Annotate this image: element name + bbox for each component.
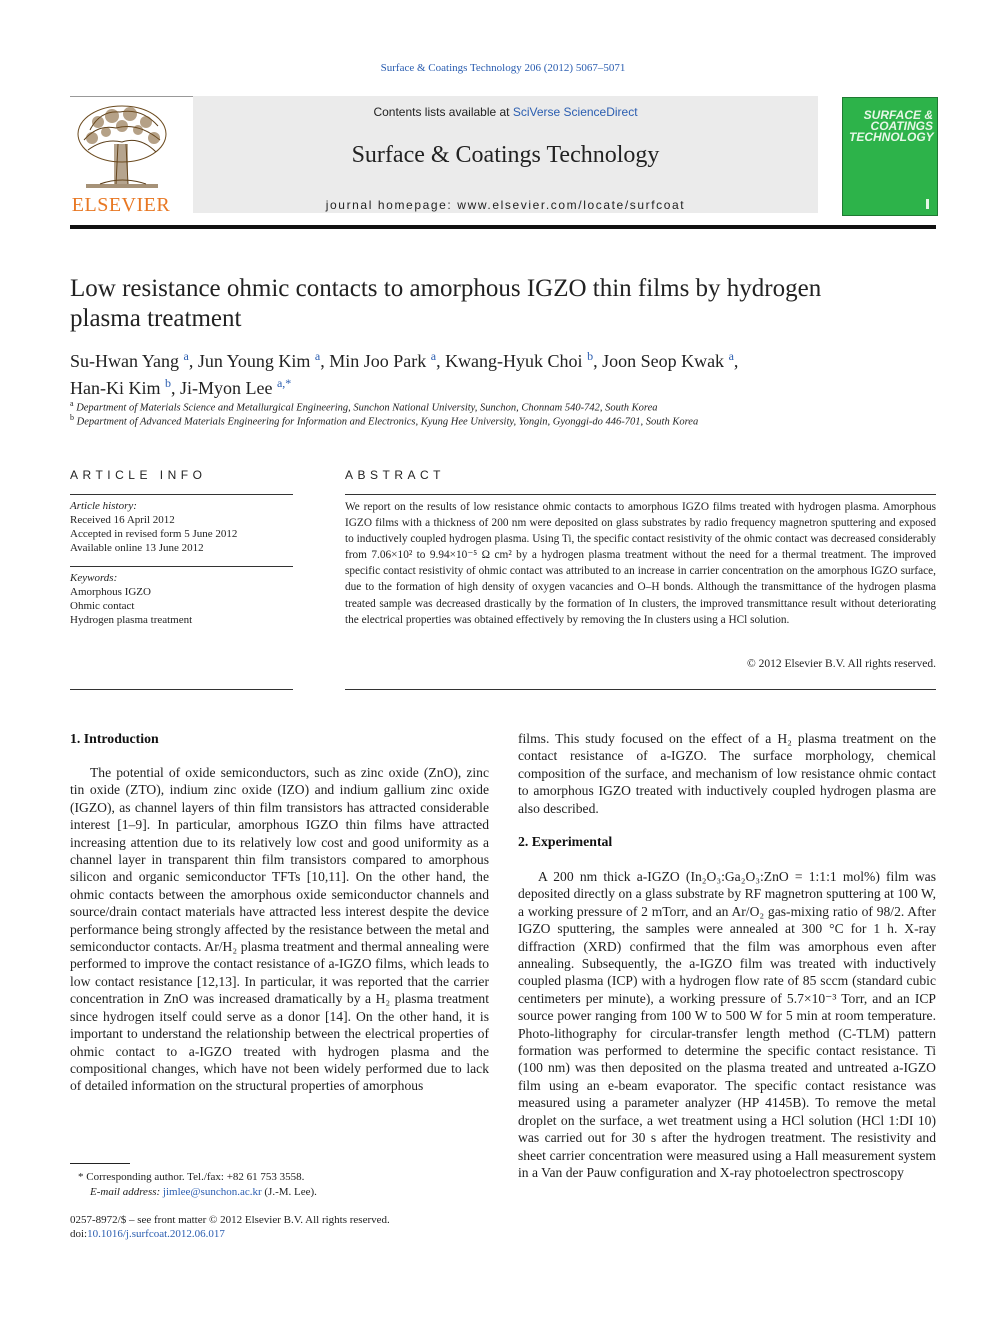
- journal-reference[interactable]: Surface & Coatings Technology 206 (2012) 5067–5071: [380, 62, 626, 74]
- author-email-link[interactable]: jimlee@sunchon.ac.kr: [162, 1186, 262, 1198]
- footnote-rule: [70, 1163, 130, 1164]
- keywords-label: Keywords:: [70, 572, 118, 584]
- experimental-paragraph: A 200 nm thick a-IGZO (In₂O₃:Ga₂O₃:ZnO = 1:1:1 mol%) film was deposited directly on a glass substrate by RF magnetron sputtering at 100 W, a working pressure of 2 mTorr, and an Ar/O₂ gas-mixing ratio of 98/2. After IGZO sputtering, the samples were annealed at 300 °C for 1 h. X-ray diffraction (XRD) confirmed that the film was amorphous even after annealing. Subsequently, the a-IGZO film was treated with inductively coupled plasma (ICP) with a hydrogen flow rate of 85 sccm (standard cubic centimeters per minute), a working pressure of 5.7×10⁻³ Torr, and an ICP source power ranging from 100 W to 500 W for 5 min at room temperature. Photo-lithography for circular-transfer length method (C-TLM) pattern formation was performed to determine the specific contact resistance. Ti (100 nm) was then deposited on the plasma treated and untreated a-IGZO film using an e-beam evaporator. The specific contact resistance was measured using a parameter analyzer (HP 4145B). To remove the metal droplet on the surface, a wet treatment using a HCl solution (HCl 1:DI 10) was carried out for 30 s after the hydrogen treatment. The resistivity and sheet carrier concentration were measured using a Hall measurement system in a Van der Pauw configuration and X-ray photoelectron spectroscopy: [518, 869, 936, 1180]
- keyword: Hydrogen plasma treatment: [70, 614, 193, 626]
- authors-line-2: Han-Ki Kim $^b$, Ji-Myon Lee $^{a,*}$: [70, 376, 292, 398]
- abstract-copyright: © 2012 Elsevier B.V. All rights reserved.: [747, 658, 936, 670]
- keyword: Ohmic contact: [70, 600, 135, 612]
- footnote-corresponding: Corresponding author. Tel./fax: +82 61 753 3558.: [86, 1171, 305, 1183]
- sciencedirect-link[interactable]: SciVerse ScienceDirect: [512, 105, 638, 119]
- author-name: Kwang-Hyuk Choi: [445, 351, 583, 371]
- introduction-body: [70, 764, 489, 1095]
- issn-line: 0257-8972/$ – see front matter © 2012 Elsevier B.V. All rights reserved.: [70, 1214, 390, 1226]
- homepage-prefix: journal homepage:: [325, 198, 458, 212]
- author-affiliation-mark[interactable]: b: [164, 376, 171, 390]
- abstract-text: We report on the results of low resistance ohmic contacts to amorphous IGZO films treated with hydrogen plasma. Amorphous IGZO films with a thickness of 200 nm were deposited on glass substrates by radio frequency magnetron sputtering and exposed to inductively coupled hydrogen plasma. Using Ti, the specific contact resistivity of the ohmic contact was decreased considerably from 7.06×10² to 9.94×10⁻⁵ Ω cm² by a hydrogen plasma treatment without the need for a thermal treatment. The improved specific contact resistivity of ohmic contact was attributed to an increase in carrier concentration on the amorphous IGZO surface, due to the formation of high density of oxygen vacancies and O–H bonds. Although the transmittance of the hydrogen plasma treated sample was decreased drastically by the formation of In clusters, the improved transmittance result without deteriorating the electrical properties was obtained effectively by removing the In clusters using a HCl solution.: [345, 501, 936, 626]
- article-title: [70, 274, 940, 334]
- homepage-link[interactable]: www.elsevier.com/locate/surfcoat: [457, 198, 686, 212]
- author-affiliation-mark[interactable]: a: [183, 349, 189, 363]
- keywords-rule: [70, 566, 293, 567]
- abstract-bottom-rule: [345, 689, 936, 690]
- affiliation-text: Department of Materials Science and Metallurgical Engineering, Sunchon National University, Sunchon, Chonnam 540-742, South Korea: [76, 402, 658, 414]
- footnote-mark: *: [78, 1171, 84, 1183]
- history-online: Available online 13 June 2012: [70, 542, 204, 554]
- abstract-rule: [345, 494, 936, 495]
- author-affiliation-mark[interactable]: a,*: [276, 376, 292, 390]
- experimental-body: [518, 868, 936, 1181]
- elsevier-wordmark: ELSEVIER: [71, 194, 171, 216]
- header-thick-rule: [70, 225, 936, 229]
- article-history: [70, 499, 293, 555]
- author-name: Han-Ki Kim: [70, 378, 161, 398]
- affiliation-a: [70, 399, 940, 414]
- corresponding-author-note: [70, 1170, 490, 1185]
- keyword: Amorphous IGZO: [70, 586, 151, 598]
- email-suffix: (J.-M. Lee).: [261, 1186, 317, 1198]
- contents-line: [193, 105, 818, 119]
- author-affiliation-mark[interactable]: a: [314, 349, 321, 363]
- article-info-rule: [70, 494, 293, 495]
- doi-link[interactable]: 10.1016/j.surfcoat.2012.06.017: [87, 1228, 225, 1240]
- introduction-continued-paragraph: films. This study focused on the effect of a H₂ plasma treatment on the contact resistance of a-IGZO. The surface morphology, chemical composition of the surface, and mechanism of low resistance ohmic contact to amorphous IGZO treated with inductively coupled hydrogen plasma are also described.: [518, 731, 936, 816]
- journal-homepage: [193, 198, 818, 212]
- journal-cover[interactable]: [842, 97, 938, 216]
- author-affiliation-mark[interactable]: a: [430, 349, 437, 363]
- introduction-paragraph: The potential of oxide semiconductors, such as zinc oxide (ZnO), zinc tin oxide (ZTO), indium zinc oxide (IZO) and indium gallium zinc oxide (IGZO), as channel layers of thin film transistors has attracted considerable interest [1–9]. In particular, amorphous IGZO thin films have attracted increasing attention due to its relatively low cost and good uniformity as a channel layer in transparent thin film transistors compared to amorphous silicon and organic semiconductor TFTs [10,11]. On the other hand, the ohmic contacts between the amorphous oxide semiconductor channels and source/drain contact materials have attracted less interest despite the device performance being strongly affected by the resistance between the metal and semiconductor contacts. Ar/H₂ plasma treatment and thermal annealing were performed to improve the contact resistance of a-IGZO films, which leads to low contact resistance [12,13]. In particular, it was reported that the carrier concentration in ZnO was increased dramatically by a H₂ plasma treatment since hydrogen itself could serve as a donor [14]. On the other hand, it is important to understand the relationship between the electrical properties of ohmic contact to a-IGZO treated with hydrogen plasma and the compositional changes, which have not been widely performed due to lack of detailed information on the structural properties of amorphous: [70, 765, 489, 1094]
- email-label: E-mail address:: [90, 1186, 163, 1198]
- introduction-continued: [518, 730, 936, 817]
- affiliation-mark: a: [70, 399, 74, 408]
- author-name: Jun Young Kim: [197, 351, 311, 371]
- affiliation-b: [70, 413, 940, 428]
- article-info-heading: ARTICLE INFO: [70, 468, 207, 482]
- cover-title: SURFACE & COATINGS TECHNOLOGY: [849, 108, 934, 144]
- author-name: Su-Hwan Yang: [70, 351, 180, 371]
- history-received: Received 16 April 2012: [70, 514, 175, 526]
- history-label: Article history:: [70, 500, 137, 512]
- title-line-1: Low resistance ohmic contacts to amorphous IGZO thin films by hydrogen: [70, 275, 822, 302]
- abstract-heading: ABSTRACT: [345, 468, 446, 482]
- title-line-2: plasma treatment: [70, 305, 242, 332]
- author-name: Ji-Myon Lee: [179, 378, 273, 398]
- authors-line-1: Su-Hwan Yang $^a$, Jun Young Kim $^a$, Min Joo Park $^a$, Kwang-Hyuk Choi $^b$, Joon Seop Kwak $^a$,: [70, 349, 739, 371]
- author-affiliation-mark[interactable]: a: [728, 349, 734, 363]
- doi-line: [70, 1227, 490, 1242]
- introduction-heading: 1. Introduction: [70, 731, 159, 746]
- journal-name: Surface & Coatings Technology: [351, 142, 660, 168]
- keywords: [70, 571, 293, 627]
- history-accepted: Accepted in revised form 5 June 2012: [70, 528, 238, 540]
- affiliation-text: Department of Advanced Materials Engineering for Information and Electronics, Kyung Hee University, Yongin, Gyonggi-do 446-701, South Korea: [76, 416, 699, 428]
- experimental-heading: 2. Experimental: [518, 834, 613, 849]
- doi-label: doi:: [70, 1228, 88, 1240]
- author-name: Joon Seop Kwak: [602, 351, 725, 371]
- author-list: [70, 345, 940, 399]
- author-name: Min Joo Park: [329, 351, 427, 371]
- contents-prefix: Contents lists available at: [373, 105, 513, 119]
- affiliation-mark: b: [70, 413, 74, 422]
- email-note: [70, 1185, 510, 1200]
- author-affiliation-mark[interactable]: b: [587, 349, 594, 363]
- cover-mark: [926, 199, 929, 209]
- article-info-bottom-rule: [70, 689, 293, 690]
